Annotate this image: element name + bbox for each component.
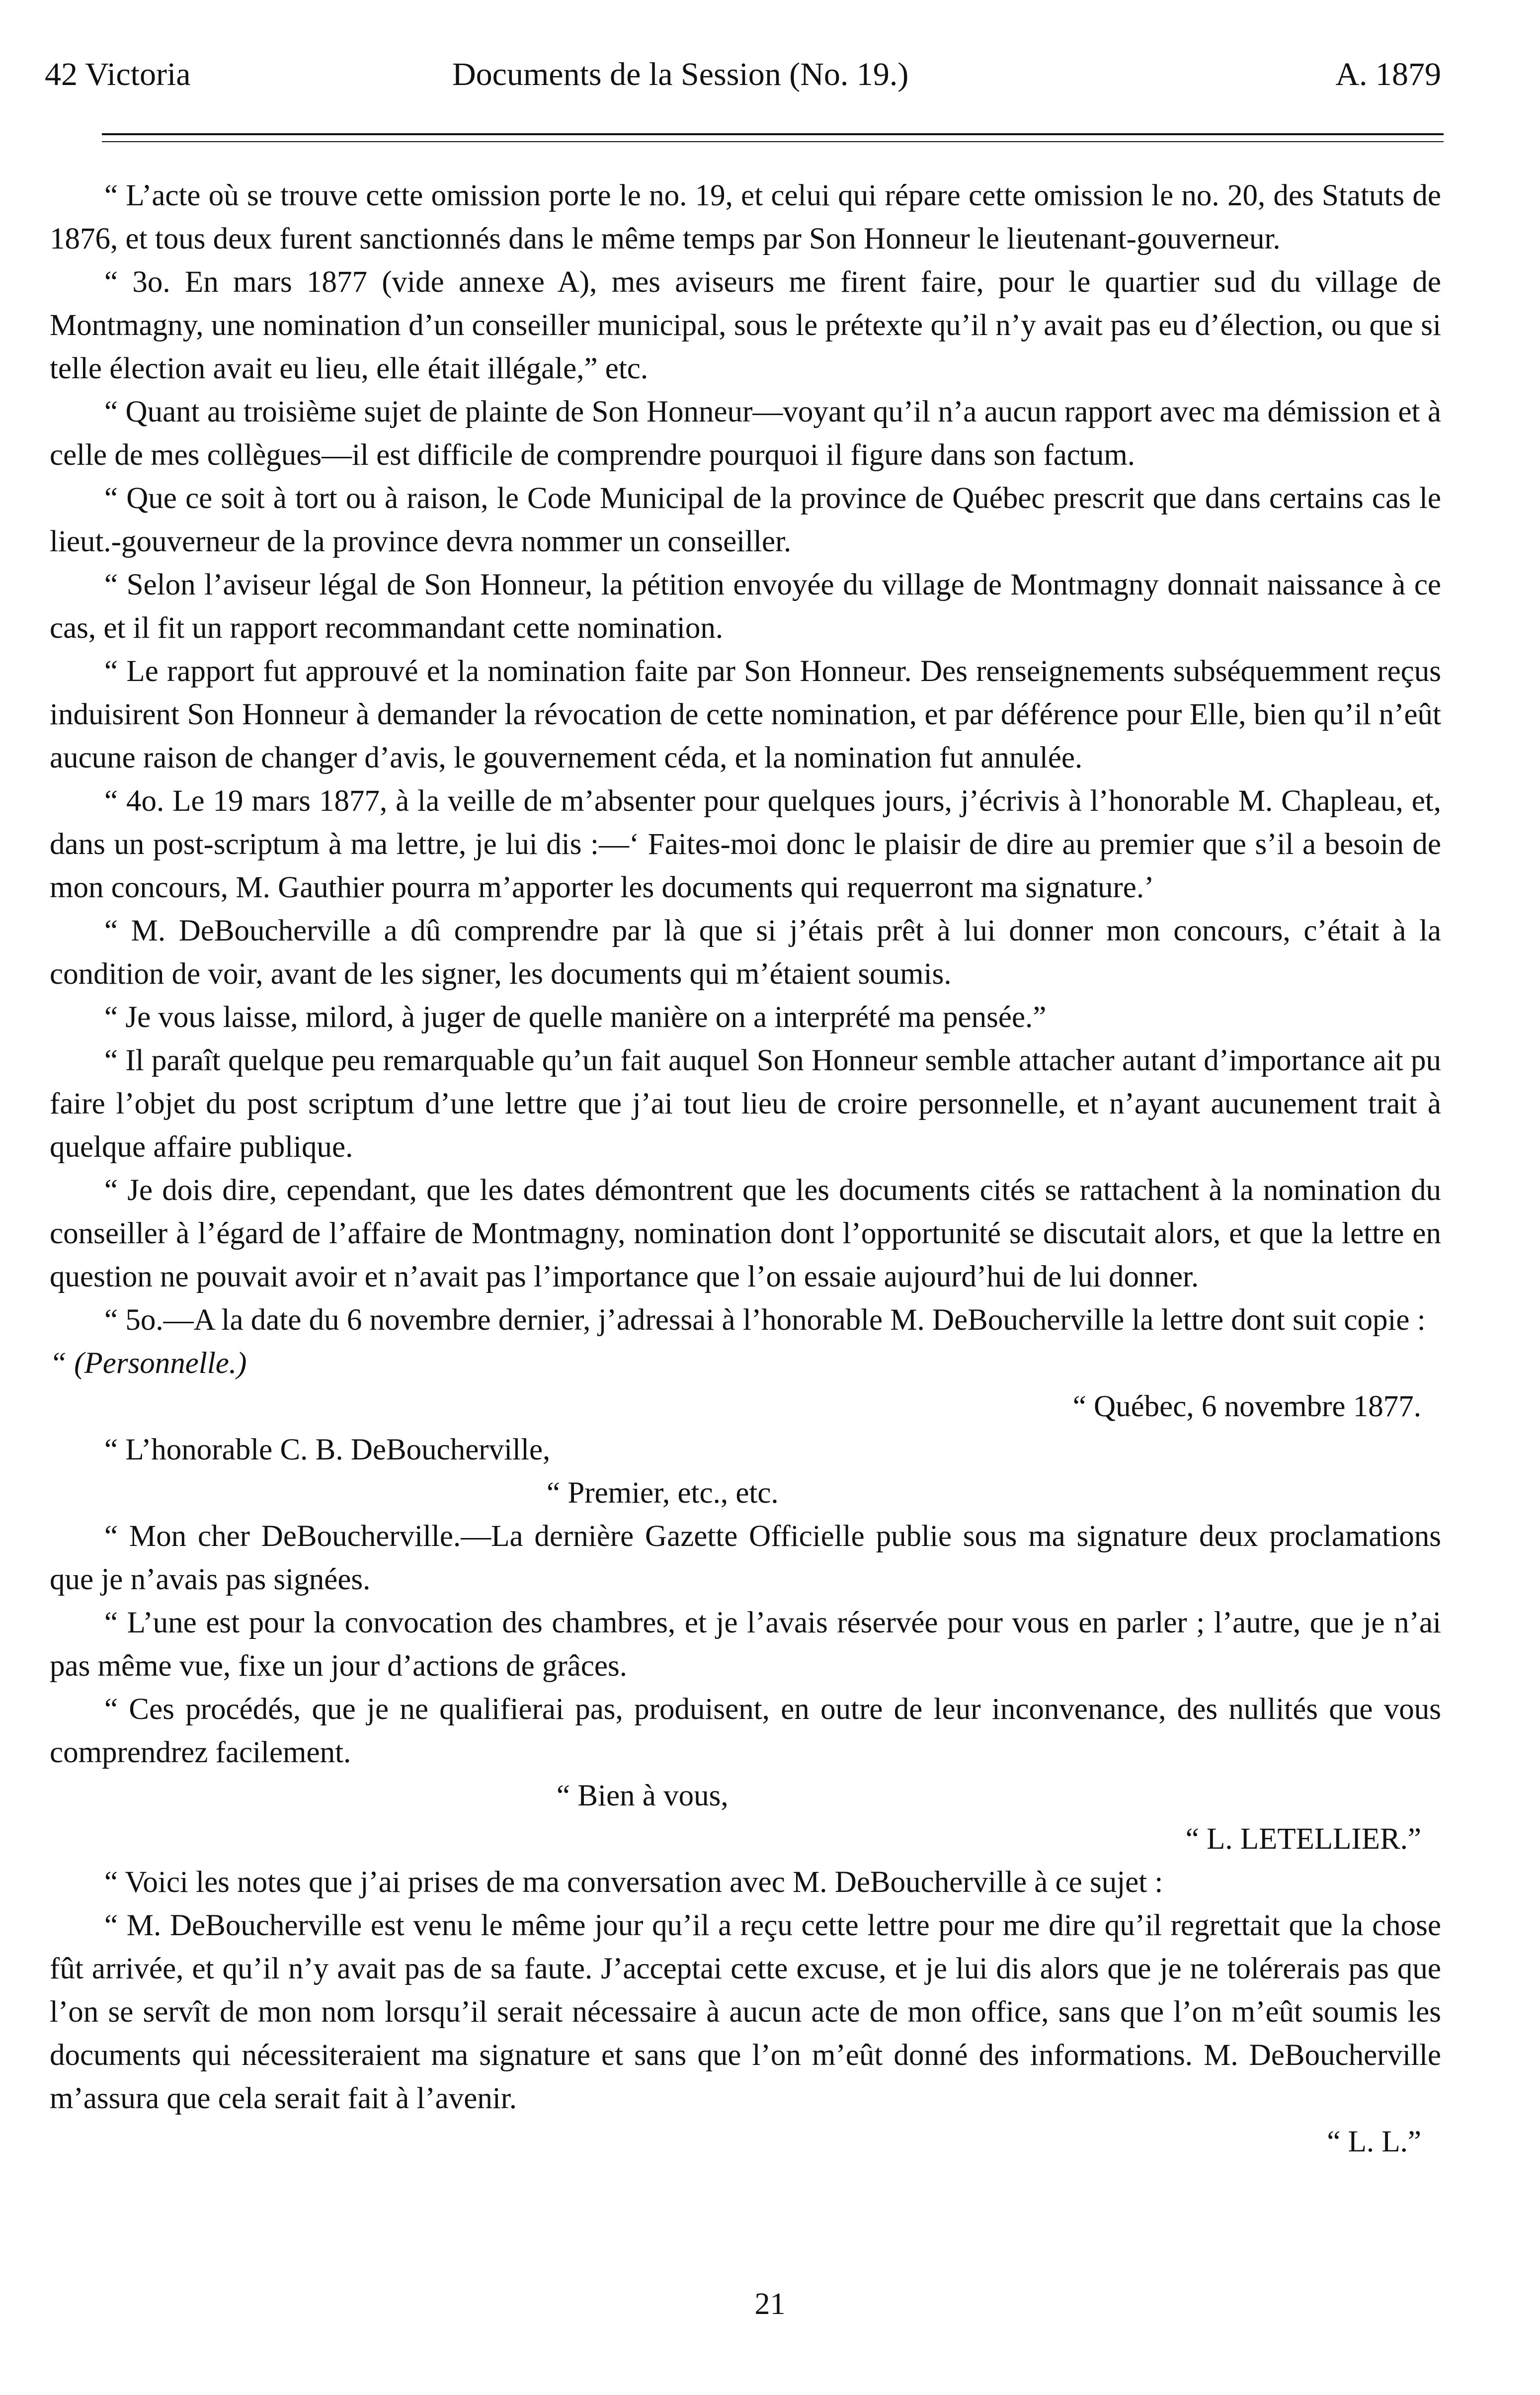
header-title: Documents de la Session (No. 19.) — [452, 56, 909, 92]
paragraph: “ Quant au troisième sujet de plainte de Son Honneur—voyant qu’il n’a aucun rapport avec ma démission et à celle de mes collègues—il est difficile de comprendre pourquoi il figure dans son factum. — [50, 395, 1441, 472]
paragraph: “ Selon l’aviseur légal de Son Honneur, la pétition envoyée du village de Montmagny donnait naissance à ce cas, et il fit un rapport recommandant cette nomination. — [50, 568, 1441, 645]
paragraph: “ Je vous laisse, milord, à juger de quelle manière on a interprété ma pensée.” — [104, 1001, 1047, 1034]
letter-paragraph: “ Mon cher DeBoucherville.—La dernière Gazette Officielle publie sous ma signature deux proclamations que je n’avais pas signées. — [50, 1520, 1441, 1596]
paragraph: “ 3o. En mars 1877 (vide annexe A), mes aviseurs me firent faire, pour le quartier sud du village de Montmagny, une nomination d’un conseiller municipal, sous le prétexte qu’il n’y avait pas eu d’élection, ou que si telle élection avait eu lieu, elle était illégale,” etc. — [50, 265, 1441, 385]
letter-signature: “ L. LETELLIER.” — [1185, 1822, 1421, 1856]
paragraph: “ Il paraît quelque peu remarquable qu’un fait auquel Son Honneur semble attacher autant d’importance ait pu faire l’objet du post scriptum d’une lettre que j’ai tout lieu de croire personnelle, et n’ayant aucunement trait à quelque affaire publique. — [50, 1044, 1441, 1164]
body-text — [50, 174, 1441, 2163]
paragraph: “ 5o.—A la date du 6 novembre dernier, j’adressai à l’honorable M. DeBoucherville la lettre dont suit copie : — [104, 1303, 1426, 1337]
letter-personal-label: “ (Personnelle.) — [50, 1347, 247, 1380]
letter-paragraph: “ Ces procédés, que je ne qualifierai pas, produisent, en outre de leur inconvenance, des nullités que vous comprendrez facilement. — [50, 1693, 1441, 1769]
header-session: 42 Victoria — [45, 56, 191, 92]
letter-addressee-title: “ Premier, etc., etc. — [547, 1476, 779, 1510]
paragraph: “ M. DeBoucherville a dû comprendre par là que si j’étais prêt à lui donner mon concours, c’était à la condition de voir, avant de les signer, les documents qui m’étaient soumis. — [50, 914, 1441, 991]
running-header — [45, 47, 1441, 102]
paragraph: “ L’acte où se trouve cette omission porte le no. 19, et celui qui répare cette omission le no. 20, des Statuts de 1876, et tous deux furent sanctionnés dans le même temps par Son Honneur le lieutenant-gouverneur. — [50, 179, 1441, 256]
letter-place-date: “ Québec, 6 novembre 1877. — [1072, 1390, 1421, 1423]
paragraph: “ M. DeBoucherville est venu le même jour qu’il a reçu cette lettre pour me dire qu’il regrettait que la chose fût arrivée, et qu’il n’y avait pas de sa faute. J’acceptai cette excuse, et je lui dis alors que je ne tolérerais pas que l’on se servît de mon nom lorsqu’il serait nécessaire à aucun acte de mon office, sans que l’on m’eût soumis les documents qui nécessiteraient ma signature et sans que l’on m’eût donné des informations. M. DeBoucherville m’assura que cela serait fait à l’avenir. — [50, 1909, 1441, 2115]
paragraph: “ Voici les notes que j’ai prises de ma conversation avec M. DeBoucherville à ce sujet : — [104, 1866, 1163, 1899]
header-rule-thin — [102, 141, 1444, 142]
paragraph: “ Le rapport fut approuvé et la nomination faite par Son Honneur. Des renseignements subséquemment reçus induisirent Son Honneur à demander la révocation de cette nomination, et par déférence pour Elle, bien qu’il n’eût aucune raison de changer d’avis, le gouvernement céda, et la nomination fut annulée. — [50, 655, 1441, 774]
paragraph: “ Je dois dire, cependant, que les dates démontrent que les documents cités se rattachent à la nomination du conseiller à l’égard de l’affaire de Montmagny, nomination dont l’opportunité se discutait alors, et que la lettre en question ne pouvait avoir et n’avait pas l’importance que l’on essaie aujourd’hui de lui donner. — [50, 1174, 1441, 1293]
header-rule-thick — [102, 133, 1444, 135]
initials-signature: “ L. L.” — [1327, 2125, 1421, 2158]
page-number: 21 — [754, 2287, 786, 2321]
paragraph: “ 4o. Le 19 mars 1877, à la veille de m’absenter pour quelques jours, j’écrivis à l’honorable M. Chapleau, et, dans un post-scriptum à ma lettre, je lui dis :—‘ Faites-moi donc le plaisir de dire au premier que s’il a besoin de mon concours, M. Gauthier pourra m’apporter les documents qui requerront ma signature.’ — [50, 784, 1441, 904]
letter-paragraph: “ L’une est pour la convocation des chambres, et je l’avais réservée pour vous en parler ; l’autre, que je n’ai pas même vue, fixe un jour d’actions de grâces. — [50, 1606, 1441, 1683]
header-year: A. 1879 — [1335, 56, 1441, 92]
paragraph: “ Que ce soit à tort ou à raison, le Code Municipal de la province de Québec prescrit que dans certains cas le lieut.-gouverneur de la province devra nommer un conseiller. — [50, 482, 1441, 558]
letter-addressee: “ L’honorable C. B. DeBoucherville, — [104, 1433, 551, 1466]
letter-closing: “ Bien à vous, — [557, 1779, 729, 1812]
